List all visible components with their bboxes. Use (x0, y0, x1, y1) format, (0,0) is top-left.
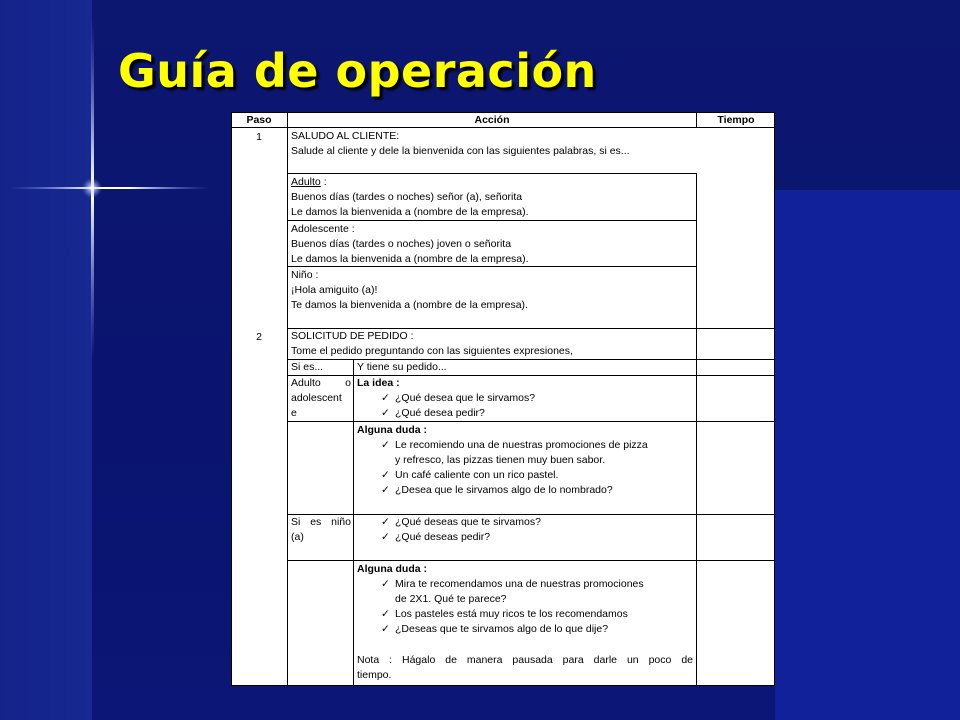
doubt-item: ✓ ¿Desea que le sirvamos algo de lo nombrado? (381, 484, 613, 496)
adult-greeting-line2: Le damos la bienvenida a (nombre de la empresa). (291, 206, 529, 218)
right-band (775, 190, 960, 720)
idea-item: ✓ ¿Qué desea que le sirvamos? (381, 392, 536, 404)
header-time: Tiempo (717, 114, 755, 126)
teen-greeting-line2: Le damos la bienvenida a (nombre de la empresa). (291, 253, 529, 265)
check-icon: ✓ (381, 531, 390, 543)
check-icon: ✓ (381, 469, 390, 481)
idea-heading: La idea : (357, 377, 400, 389)
header-step: Paso (246, 114, 272, 126)
teen-greeting-label: Adolescente : (291, 223, 355, 235)
check-icon: ✓ (381, 392, 390, 404)
check-icon: ✓ (381, 608, 390, 620)
check-icon: ✓ (381, 516, 390, 528)
child-label-line1: Si es niño (291, 516, 351, 528)
child-greeting-label: Niño : (291, 269, 319, 281)
child-greeting-line1: ¡Hola amiguito (a)! (291, 284, 378, 296)
doubt-item: ✓ Un café caliente con un rico pastel. (381, 469, 559, 481)
doubt-item-continued: y refresco, las pizzas tienen muy buen sabor. (395, 454, 606, 466)
adult-teen-label-line2: adolescent (291, 392, 342, 404)
column-if: Si es... (291, 361, 324, 373)
child-label-line2: (a) (291, 531, 304, 543)
step-number-1: 1 (256, 131, 262, 143)
step1-heading: SALUDO AL CLIENTE: (291, 130, 400, 142)
doubt-item: ✓ Le recomiendo una de nuestras promociones de pizza (381, 439, 648, 451)
step1-intro: Salude al cliente y dele la bienvenida con las siguientes palabras, si es... (291, 145, 630, 157)
doubt-heading: Alguna duda : (357, 424, 427, 436)
child-doubt-item-continued: de 2X1. Qué te parece? (395, 593, 507, 605)
check-icon: ✓ (381, 439, 390, 451)
check-icon: ✓ (381, 484, 390, 496)
step2-heading: SOLICITUD DE PEDIDO : (291, 330, 414, 342)
teen-greeting-line1: Buenos días (tardes o noches) joven o señorita (291, 238, 512, 250)
note-line2: tiempo. (357, 669, 392, 681)
adult-teen-label-line3: e (291, 407, 297, 419)
adult-greeting-label: Adulto : (291, 176, 327, 188)
header-action: Acción (474, 114, 510, 126)
operation-guide-table (231, 112, 775, 686)
child-item: ✓ ¿Qué deseas que te sirvamos? (381, 516, 541, 528)
child-doubt-item: ✓ Los pasteles está muy ricos te los recomendamos (381, 608, 628, 620)
child-doubt-heading: Alguna duda : (357, 563, 427, 575)
step-number-2: 2 (256, 331, 262, 343)
child-doubt-item: ✓ Mira te recomendamos una de nuestras promociones (381, 578, 644, 590)
note-line1: Nota : Hágalo de manera pausada para darle un poco de (357, 654, 693, 666)
adult-greeting-line1: Buenos días (tardes o noches) señor (a), señorita (291, 191, 523, 203)
check-icon: ✓ (381, 578, 390, 590)
adult-teen-label-line1: Adulto o (291, 377, 351, 389)
step2-intro: Tome el pedido preguntando con las siguientes expresiones, (291, 345, 573, 357)
child-doubt-item: ✓ ¿Deseas que te sirvamos algo de lo que dije? (381, 623, 609, 635)
child-greeting-line2: Te damos la bienvenida a (nombre de la empresa). (291, 299, 528, 311)
check-icon: ✓ (381, 407, 390, 419)
slide-title: Guía de operación (118, 44, 597, 98)
idea-item: ✓ ¿Qué desea pedir? (381, 407, 485, 419)
column-has-order: Y tiene su pedido... (357, 361, 447, 373)
child-item: ✓ ¿Qué deseas pedir? (381, 531, 491, 543)
check-icon: ✓ (381, 623, 390, 635)
